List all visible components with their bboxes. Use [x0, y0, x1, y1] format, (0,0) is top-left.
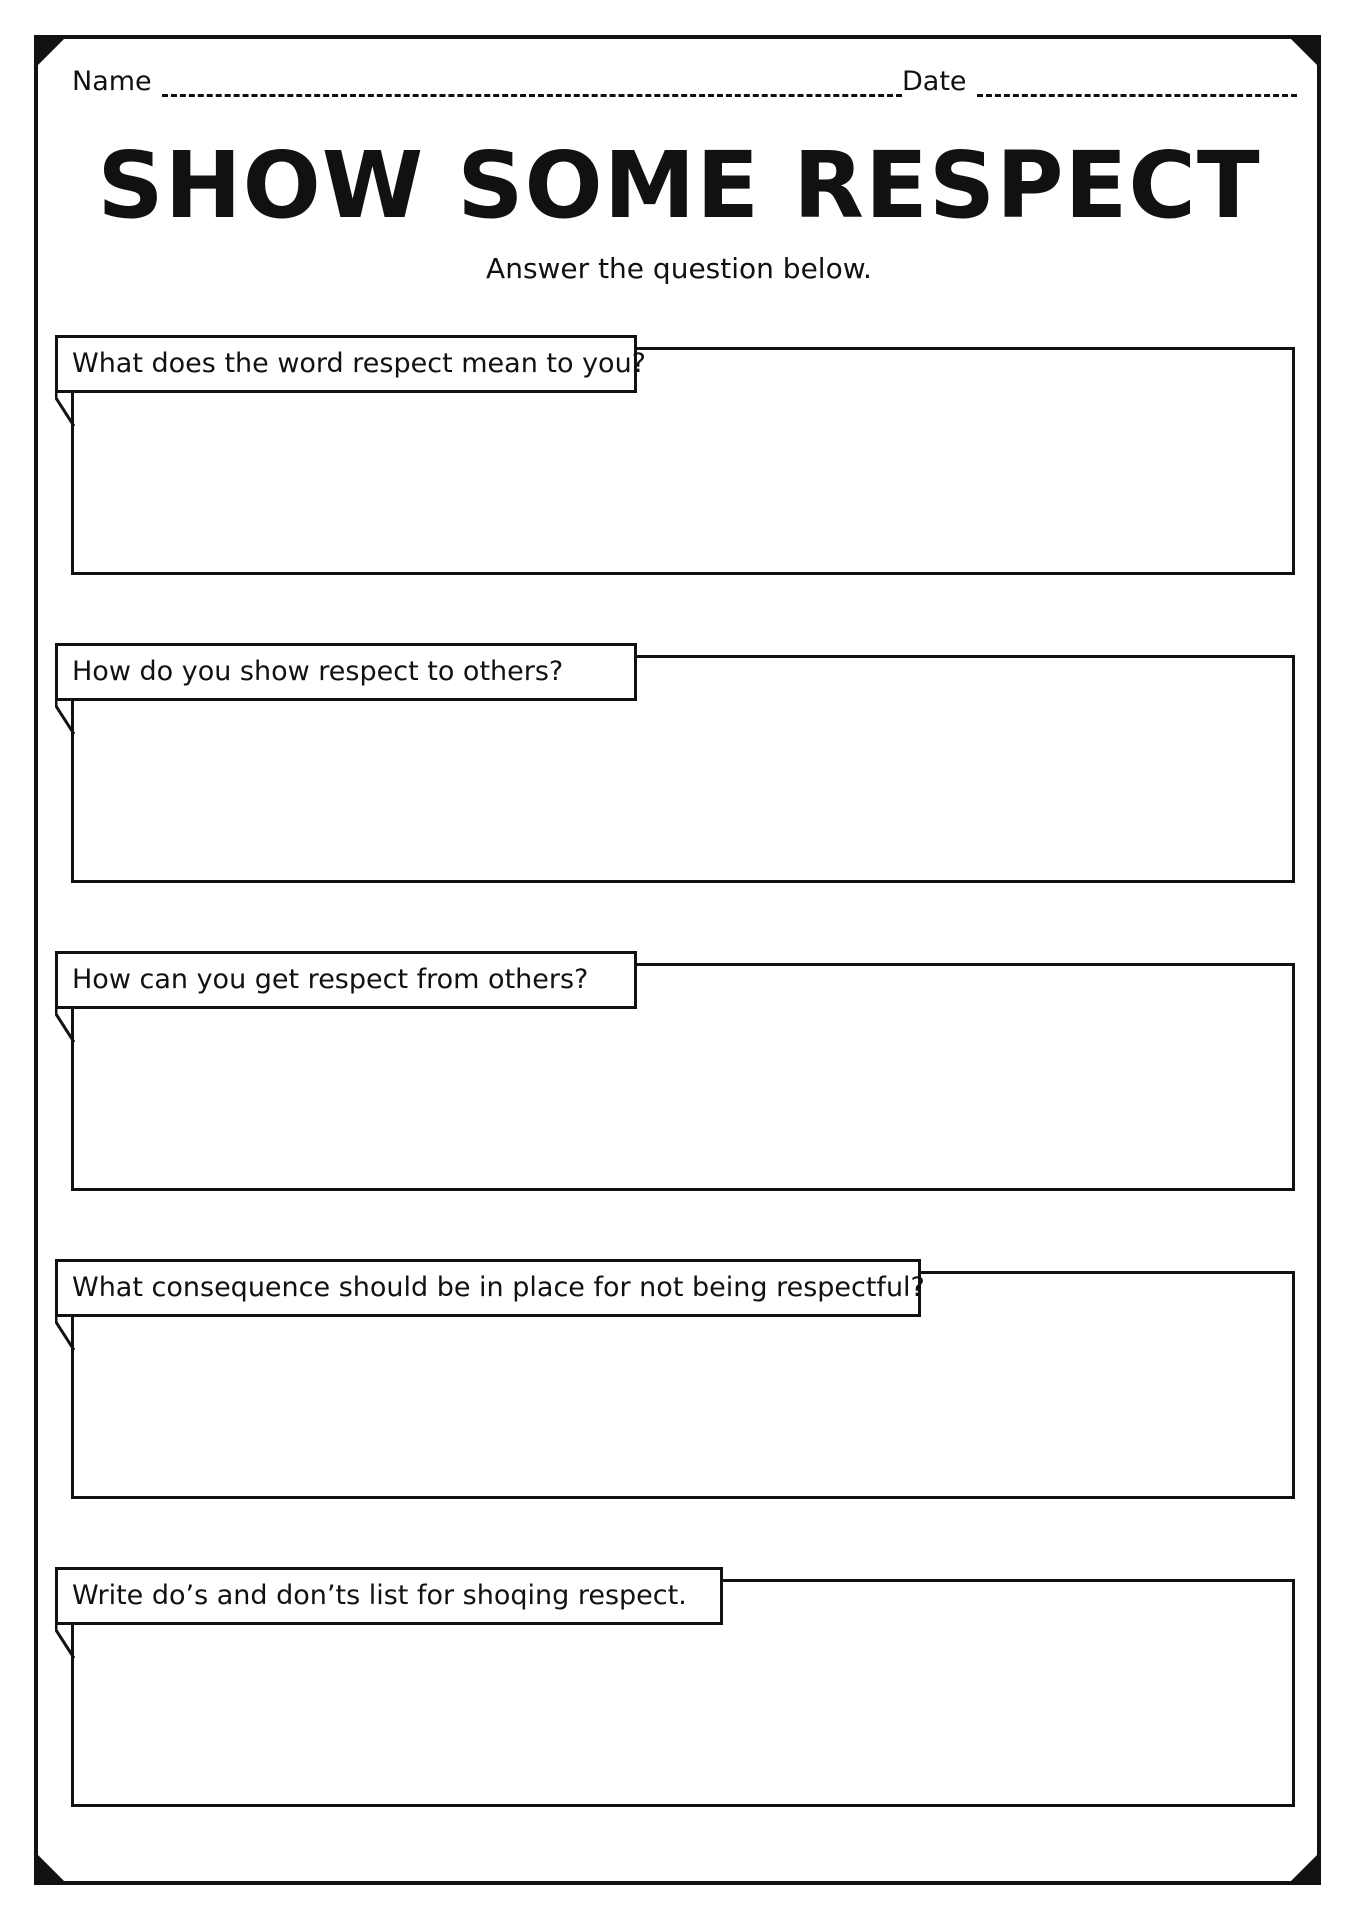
question-prompt: How do you show respect to others? [55, 643, 637, 701]
question-block-2 [55, 643, 1295, 893]
name-label: Name [72, 66, 152, 97]
question-block-5 [55, 1567, 1295, 1817]
tab-notch [55, 1624, 77, 1658]
question-prompt: What does the word respect mean to you? [55, 335, 637, 393]
question-block-3 [55, 951, 1295, 1201]
tab-notch [55, 700, 77, 734]
date-label: Date [902, 66, 967, 97]
question-prompt: Write do’s and don’ts list for shoqing respect. [55, 1567, 723, 1625]
page-title: SHOW SOME RESPECT [97, 132, 1261, 239]
corner-decoration [1289, 1853, 1319, 1883]
header-row [72, 66, 1294, 106]
tab-notch [55, 392, 77, 426]
date-field [902, 66, 1297, 97]
corner-decoration [36, 1853, 66, 1883]
question-block-4 [55, 1259, 1295, 1509]
question-block-1 [55, 335, 1295, 585]
tab-notch [55, 1008, 77, 1042]
page-subtitle: Answer the question below. [486, 252, 872, 285]
corner-decoration [36, 37, 66, 67]
name-line[interactable] [162, 72, 902, 97]
question-prompt: What consequence should be in place for not being respectful? [55, 1259, 921, 1317]
name-field [72, 66, 902, 97]
tab-notch [55, 1316, 77, 1350]
date-line[interactable] [977, 72, 1297, 97]
corner-decoration [1289, 37, 1319, 67]
question-prompt: How can you get respect from others? [55, 951, 637, 1009]
